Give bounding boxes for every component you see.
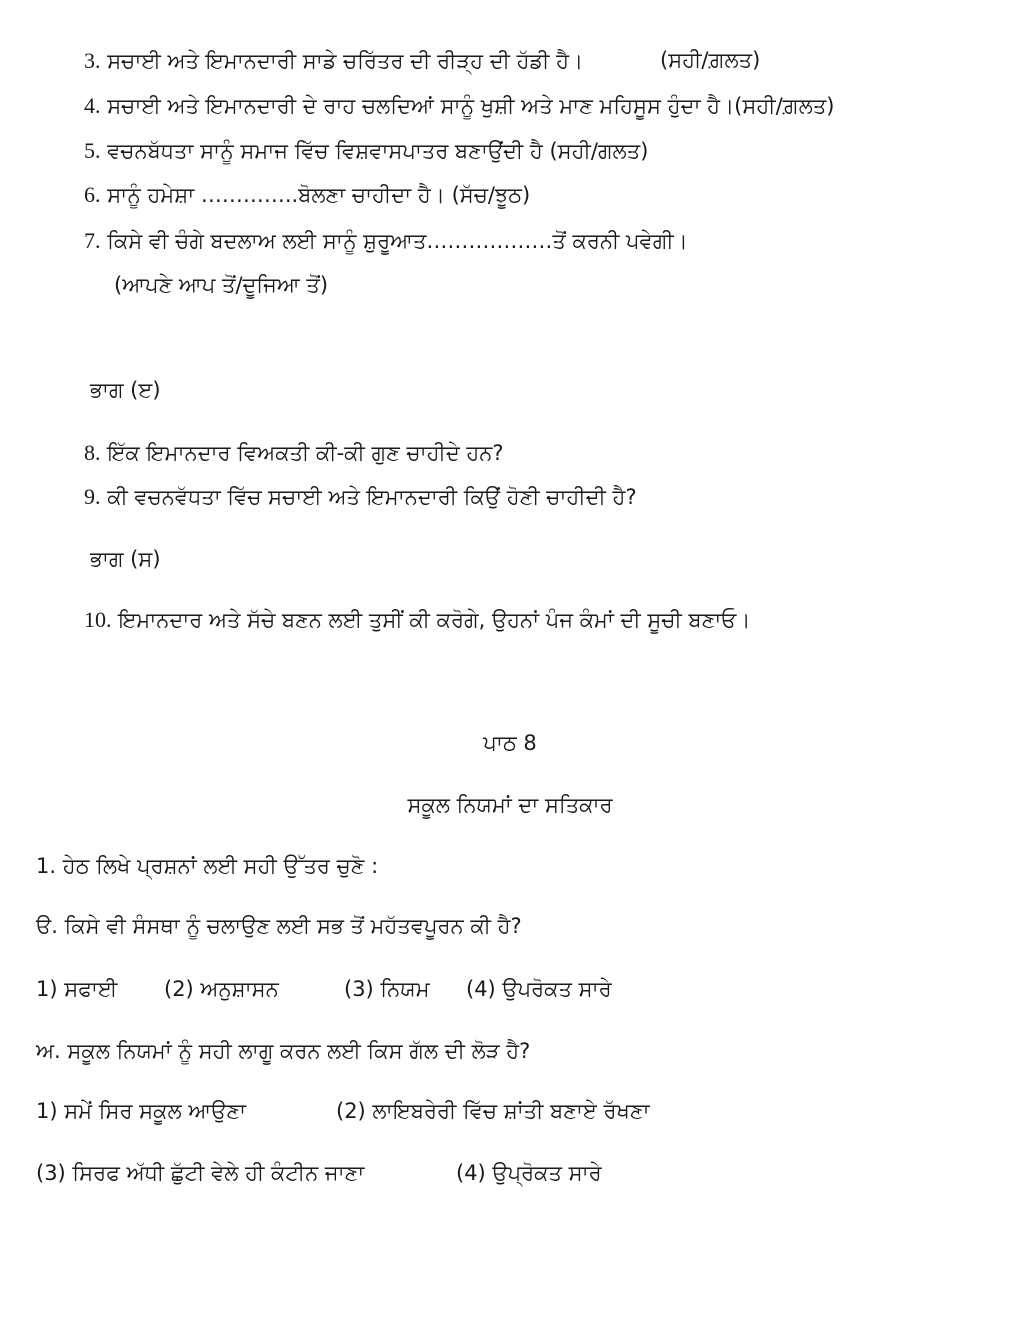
question-number: 8. — [84, 440, 101, 465]
question-5 — [84, 140, 648, 162]
question-text: ਸਾਨੂੰ ਹਮੇਸ਼ਾ …………..ਬੋਲਣਾ ਚਾਹੀਦਾ ਹੈ। (ਸੱਚ/ਝੂਠ) — [107, 183, 531, 207]
question-number: 6. — [84, 182, 101, 207]
lesson-title: ਸਕੂਲ ਨਿਯਮਾਂ ਦਾ ਸਤਿਕਾਰ — [407, 793, 613, 817]
mcq-option: 1) ਸਫਾਈ — [36, 977, 118, 1001]
question-number: 3. — [84, 48, 101, 73]
question-8 — [84, 442, 504, 464]
mcq-option: 1) ਸਮੇਂ ਸਿਰ ਸਕੂਲ ਆਉਣਾ — [36, 1099, 247, 1123]
mcq-instruction: 1. ਹੇਠ ਲਿਖੇ ਪ੍ਰਸ਼ਨਾਂ ਲਈ ਸਹੀ ਉੱਤਰ ਚੁਣੋ : — [36, 854, 379, 878]
question-number: 10. — [84, 607, 112, 632]
question-text: ਕਿਸੇ ਵੀ ਚੰਗੇ ਬਦਲਾਅ ਲਈ ਸਾਨੂੰ ਸ਼ੁਰੂਆਤ………………ਤੋਂ ਕਰਨੀ ਪਵੇਗੀ। — [107, 229, 688, 253]
mcq-option: (3) ਸਿਰਫ ਅੱਧੀ ਛੁੱਟੀ ਵੇਲੇ ਹੀ ਕੰਟੀਨ ਜਾਣਾ — [36, 1161, 365, 1185]
mcq-option: (3) ਨਿਯਮ — [344, 977, 430, 1001]
question-text: ਕੀ ਵਚਨਵੱਧਤਾ ਵਿੱਚ ਸਚਾਈ ਅਤੇ ਇਮਾਨਦਾਰੀ ਕਿਉਂ ਹੋਣੀ ਚਾਹੀਦੀ ਹੈ? — [107, 485, 637, 509]
question-text: ਇੱਕ ਇਮਾਨਦਾਰ ਵਿਅਕਤੀ ਕੀ-ਕੀ ਗੁਣ ਚਾਹੀਦੇ ਹਨ? — [107, 441, 504, 465]
question-text: ਸਚਾਈ ਅਤੇ ਇਮਾਨਦਾਰੀ ਦੇ ਰਾਹ ਚਲਦਿਆਂ ਸਾਨੂੰ ਖੁਸ਼ੀ ਅਤੇ ਮਾਣ ਮਹਿਸੂਸ ਹੁੰਦਾ ਹੈ।(ਸਹੀ/ਗ਼ਲਤ) — [107, 94, 835, 118]
question-3 — [84, 50, 583, 72]
lesson-number: ਪਾਠ 8 — [483, 731, 537, 755]
question-4 — [84, 95, 834, 117]
mcq-option: (4) ਉਪਰੋਕਤ ਸਾਰੇ — [466, 977, 612, 1001]
question-text: ਸਚਾਈ ਅਤੇ ਇਮਾਨਦਾਰੀ ਸਾਡੇ ਚਰਿੱਤਰ ਦੀ ਰੀੜ੍ਹ ਦੀ ਹੱਡੀ ਹੈ। — [107, 49, 584, 73]
question-7-answer-options: (ਆਪਣੇ ਆਪ ਤੋਂ/ਦੂਜਿਆ ਤੋਂ) — [114, 273, 329, 297]
question-number: 9. — [84, 484, 101, 509]
section-b-heading: ਭਾਗ (ੲ) — [90, 378, 161, 402]
question-number: 5. — [84, 138, 101, 163]
question-number: 4. — [84, 93, 101, 118]
question-9 — [84, 486, 637, 508]
mcq-option: (2) ਲਾਇਬਰੇਰੀ ਵਿੱਚ ਸ਼ਾਂਤੀ ਬਣਾਏ ਰੱਖਣਾ — [336, 1099, 650, 1123]
question-text: ਵਚਨਬੱਧਤਾ ਸਾਨੂੰ ਸਮਾਜ ਵਿੱਚ ਵਿਸ਼ਵਾਸਪਾਤਰ ਬਣਾਉਂਦੀ ਹੈ (ਸਹੀ/ਗਲਤ) — [107, 139, 649, 163]
question-7 — [84, 230, 688, 252]
mcq-question-a: ੳ. ਕਿਸੇ ਵੀ ਸੰਸਥਾ ਨੂੰ ਚਲਾਉਣ ਲਈ ਸਭ ਤੋਂ ਮਹੱਤਵਪੂਰਨ ਕੀ ਹੈ? — [36, 914, 522, 938]
mcq-question-b: ਅ. ਸਕੂਲ ਨਿਯਮਾਂ ਨੂੰ ਸਹੀ ਲਾਗੂ ਕਰਨ ਲਈ ਕਿਸ ਗੱਲ ਦੀ ਲੋੜ ਹੈ? — [36, 1039, 531, 1063]
question-3-answer-options: (ਸਹੀ/ਗ਼ਲਤ) — [660, 48, 761, 72]
question-number: 7. — [84, 228, 101, 253]
question-6 — [84, 184, 530, 206]
question-10 — [84, 609, 750, 631]
question-text: ਇਮਾਨਦਾਰ ਅਤੇ ਸੱਚੇ ਬਣਨ ਲਈ ਤੁਸੀਂ ਕੀ ਕਰੋਗੇ, ਉਹਨਾਂ ਪੰਜ ਕੰਮਾਂ ਦੀ ਸੂਚੀ ਬਣਾਓ। — [118, 608, 751, 632]
mcq-option: (2) ਅਨੁਸ਼ਾਸਨ — [164, 977, 279, 1001]
mcq-option: (4) ਉਪ੍ਰੋਕਤ ਸਾਰੇ — [456, 1161, 602, 1185]
section-c-heading: ਭਾਗ (ਸ) — [90, 547, 161, 571]
